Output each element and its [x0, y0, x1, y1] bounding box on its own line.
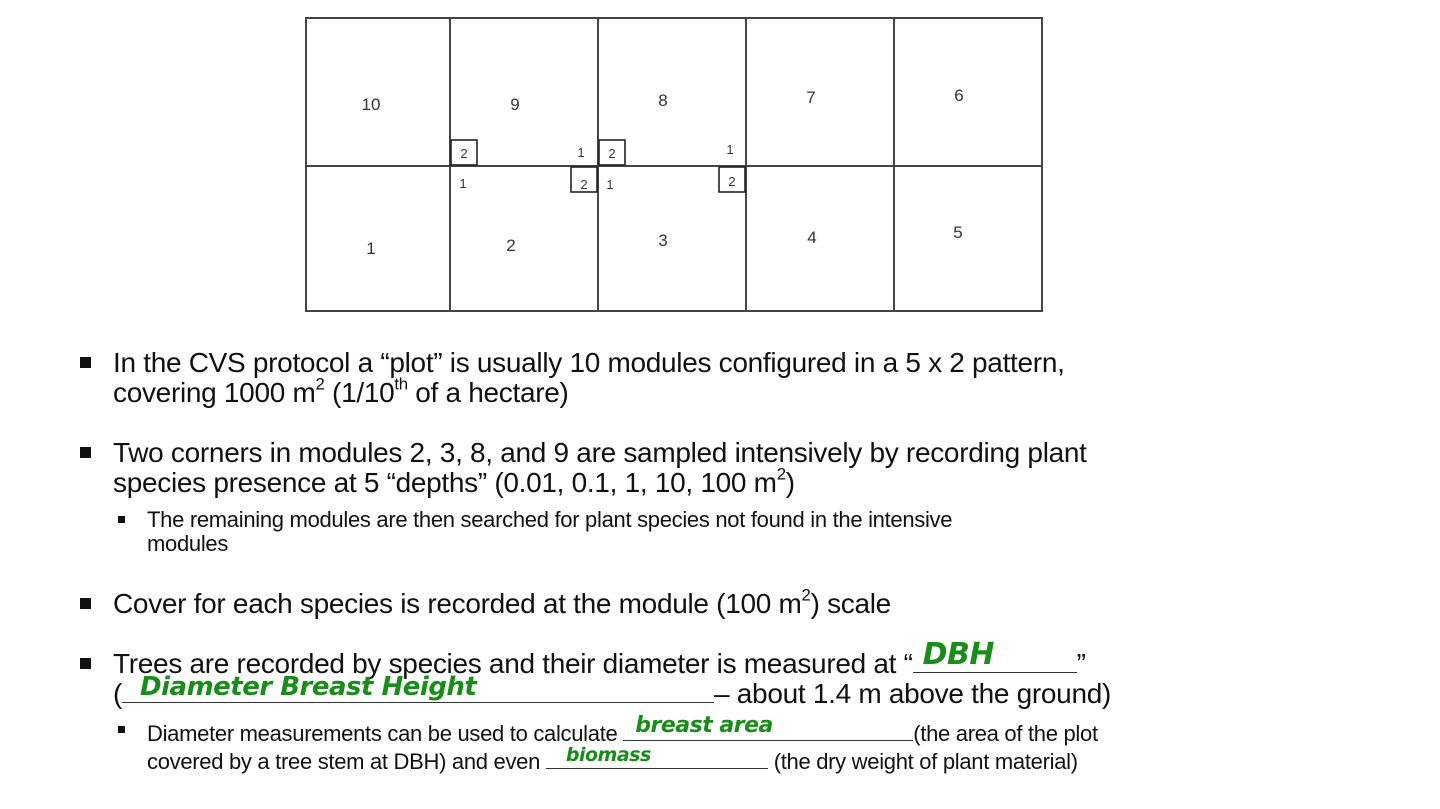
corner-label-m8-right: 1: [726, 142, 734, 157]
sub-bullet-diameter-uses: [118, 713, 1098, 774]
corner-label-m3-right: 2: [728, 174, 736, 189]
module-label-10: 10: [361, 95, 381, 114]
plot-outline: [306, 18, 1042, 311]
corner-label-m9-left: 2: [460, 146, 468, 161]
blank-biomass: [546, 746, 768, 769]
bullet-3-text: Cover for each species is recorded at the module (100 $m^2$) scale: [113, 585, 891, 619]
sub-bullet-2-line-2: modules: [147, 531, 229, 556]
module-label-1: 1: [366, 239, 376, 258]
module-label-8: 8: [658, 91, 668, 110]
bullet-square-icon: [80, 357, 91, 368]
module-label-7: 7: [806, 88, 816, 107]
handwritten-breast-area: breast area: [635, 713, 773, 738]
sub-bullet-4-line-1: Diameter measurements can be used to calculate breast area (the area of the plot: [147, 713, 1098, 746]
sub-bullet-square-icon: [118, 516, 125, 523]
corner-label-m2-left: 1: [459, 176, 467, 191]
sub-bullet-remaining-modules: [118, 508, 952, 556]
bullet-tree-recording: [80, 637, 1112, 709]
bullet-1-line-2: covering 1000 $m^2$ (1/10th of a hectare): [113, 374, 569, 408]
corner-label-m9-right: 1: [577, 145, 585, 160]
bullet-2-line-1: Two corners in modules 2, 3, 8, and 9 are sampled intensively by recording plant: [113, 437, 1087, 468]
bullet-square-icon: [80, 598, 91, 609]
corner-label-m3-left: 1: [606, 177, 614, 192]
module-label-5: 5: [953, 223, 963, 242]
blank-basal-area: [623, 713, 913, 741]
sub-bullet-square-icon: [118, 726, 125, 733]
bullet-intensive-corners: [80, 438, 1087, 498]
module-label-4: 4: [807, 228, 817, 247]
sub-bullet-4-line-2: covered by a tree stem at DBH) and even biomass (the dry weight of plant material): [147, 744, 1078, 774]
module-label-9: 9: [510, 95, 520, 114]
sub-bullet-2-line-1: The remaining modules are then searched for plant species not found in the intensive: [147, 507, 953, 532]
module-label-6: 6: [954, 86, 964, 105]
corner-label-m8-left: 2: [608, 146, 616, 161]
blank-dbh: [913, 637, 1077, 673]
bullet-square-icon: [80, 658, 91, 669]
bullet-plot-definition: [80, 348, 1065, 408]
bullet-4-line-2: ( Diameter Breast Height – about 1.4 m above the ground): [113, 672, 1112, 709]
module-label-3: 3: [658, 231, 668, 250]
bullet-4-line-1: Trees are recorded by species and their diameter is measured at “ DBH ”: [113, 637, 1086, 679]
bullet-cover-recording: [80, 585, 891, 619]
handwritten-diameter-breast-height: Diameter Breast Height: [140, 672, 477, 702]
handwritten-biomass: biomass: [565, 744, 651, 766]
bullet-1-line-1: In the CVS protocol a “plot” is usually 10 modules configured in a 5 x 2 pattern,: [113, 347, 1065, 378]
bullet-2-line-2: species presence at 5 “depths” (0.01, 0.1, 1, 10, 100 $m^2$): [113, 464, 795, 498]
blank-dbh-definition: [122, 672, 714, 703]
bullet-square-icon: [80, 447, 91, 458]
module-label-2: 2: [506, 236, 516, 255]
handwritten-dbh: DBH: [922, 637, 995, 672]
corner-label-m2-right: 2: [580, 177, 588, 192]
plot-diagram: [0, 0, 1440, 330]
